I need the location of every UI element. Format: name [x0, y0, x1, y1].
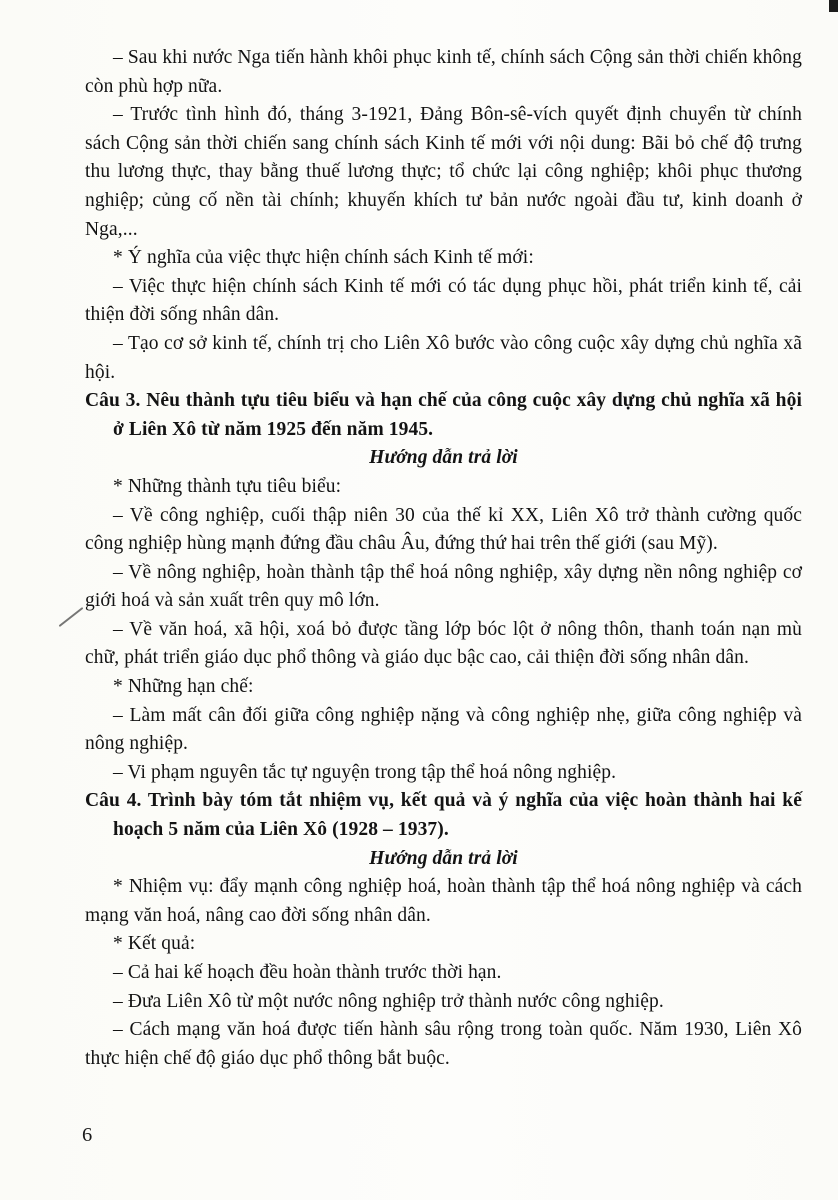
scan-artifact-corner — [829, 0, 838, 12]
paragraph: * Những thành tựu tiêu biểu: — [113, 475, 342, 497]
answer-guide-heading: Hướng dẫn trả lời — [369, 847, 518, 869]
page-content — [85, 44, 802, 1073]
scan-mark-slash — [59, 607, 84, 627]
paragraph: * Kết quả: — [113, 933, 196, 955]
paragraph: – Vi phạm nguyên tắc tự nguyện trong tập thể hoá nông nghiệp. — [113, 761, 617, 783]
page-number: 6 — [82, 1124, 93, 1146]
paragraph: – Về nông nghiệp, hoàn thành tập thể hoá nông nghiệp, xây dựng nền nông nghiệp cơ giới hoá và sản xuất trên quy mô lớn. — [85, 561, 802, 612]
paragraph: – Cả hai kế hoạch đều hoàn thành trước thời hạn. — [113, 962, 502, 983]
paragraph: – Về văn hoá, xã hội, xoá bỏ được tầng lớp bóc lột ở nông thôn, thanh toán nạn mù chữ, phát triển giáo dục phổ thông và giáo dục bậc cao, cải thiện đời sống nhân dân. — [85, 618, 802, 669]
paragraph: – Làm mất cân đối giữa công nghiệp nặng và công nghiệp nhẹ, giữa công nghiệp và nông nghiệp. — [85, 704, 802, 755]
paragraph: – Tạo cơ sở kinh tế, chính trị cho Liên Xô bước vào công cuộc xây dựng chủ nghĩa xã hội. — [85, 332, 802, 383]
paragraph: – Cách mạng văn hoá được tiến hành sâu rộng trong toàn quốc. Năm 1930, Liên Xô thực hiện chế độ giáo dục phổ thông bắt buộc. — [85, 1019, 802, 1069]
paragraph: * Những hạn chế: — [113, 676, 254, 698]
paragraph: – Việc thực hiện chính sách Kinh tế mới có tác dụng phục hồi, phát triển kinh tế, cải thiện đời sống nhân dân. — [85, 275, 802, 326]
answer-guide-heading: Hướng dẫn trả lời — [369, 447, 518, 469]
paragraph: – Đưa Liên Xô từ một nước nông nghiệp trở thành nước công nghiệp. — [113, 990, 664, 1012]
paragraph: – Sau khi nước Nga tiến hành khôi phục kinh tế, chính sách Cộng sản thời chiến không còn phù hợp nữa. — [85, 47, 802, 97]
paragraph: – Trước tình hình đó, tháng 3-1921, Đảng Bôn-sê-vích quyết định chuyển từ chính sách Cộng sản thời chiến sang chính sách Kinh tế mới với nội dung: Bãi bỏ chế độ trưng thu lương thực, thay bằng thuế lương thực; tổ chức lại công nghiệp; khôi phục thương nghiệp; củng cố nền tài chính; khuyến khích tư bản nước ngoài đầu tư, kinh doanh ở Nga,... — [85, 104, 802, 240]
paragraph: – Về công nghiệp, cuối thập niên 30 của thế kỉ XX, Liên Xô trở thành cường quốc công nghiệp hùng mạnh đứng đầu châu Âu, đứng thứ hai trên thế giới (sau Mỹ). — [85, 504, 802, 555]
paragraph: * Nhiệm vụ: đẩy mạnh công nghiệp hoá, hoàn thành tập thể hoá nông nghiệp và cách mạng văn hoá, nâng cao đời sống nhân dân. — [85, 876, 802, 926]
question-heading-cau-3: Câu 3. Nêu thành tựu tiêu biểu và hạn chế của công cuộc xây dựng chủ nghĩa xã hội ở Liên Xô từ năm 1925 đến năm 1945. — [85, 390, 802, 440]
question-heading-cau-4: Câu 4. Trình bày tóm tắt nhiệm vụ, kết quả và ý nghĩa của việc hoàn thành hai kế hoạch 5 năm của Liên Xô (1928 – 1937). — [85, 790, 802, 841]
paragraph: * Ý nghĩa của việc thực hiện chính sách Kinh tế mới: — [113, 247, 534, 269]
